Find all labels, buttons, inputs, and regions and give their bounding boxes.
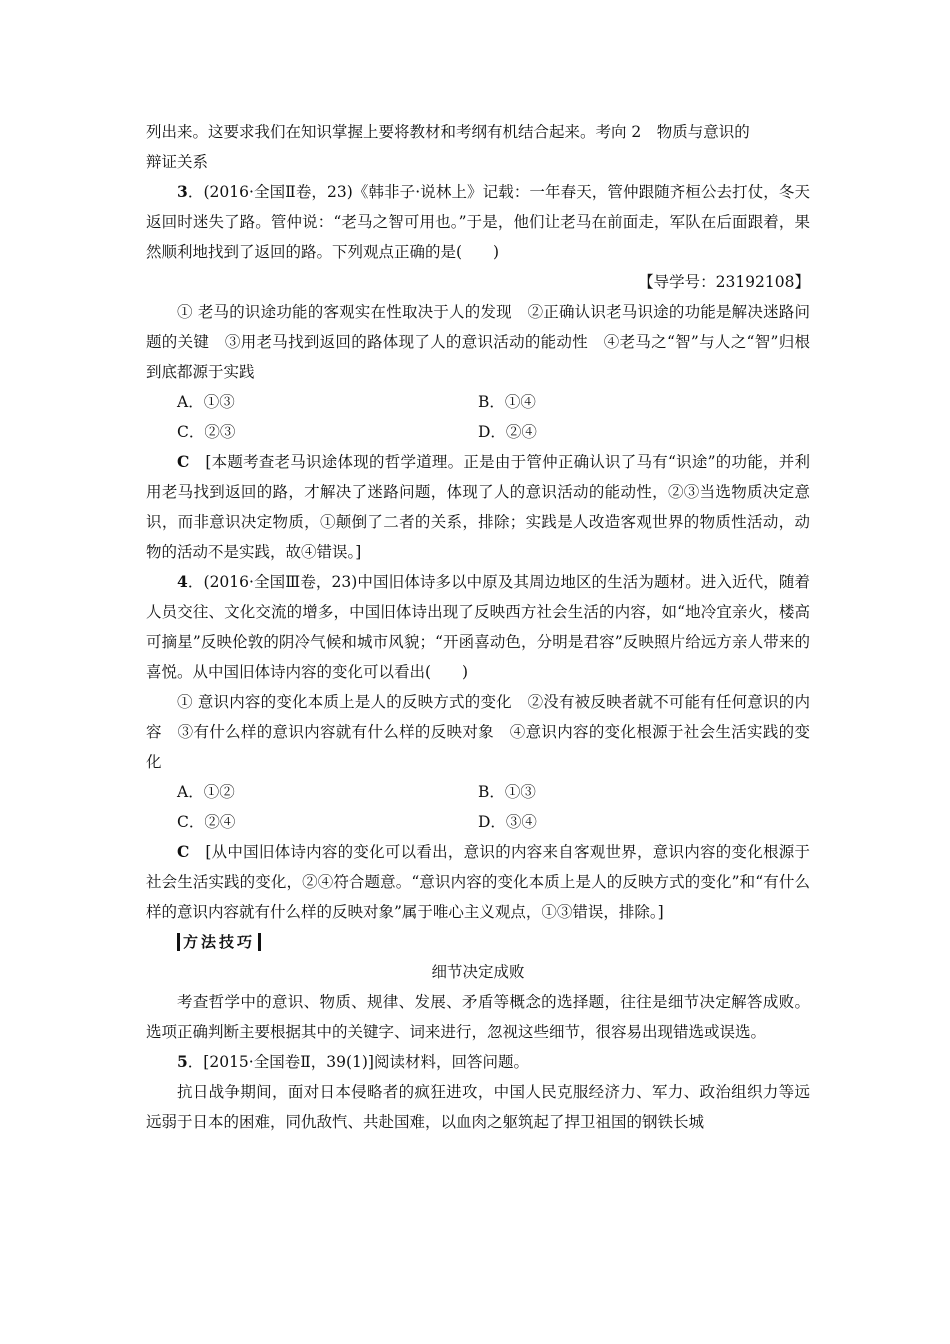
option-b: B．①③ [478,783,536,801]
option-d: D．③④ [478,813,537,831]
question-5-stem [146,1047,810,1077]
question-4-answer [146,837,810,927]
question-5-material: 抗日战争期间，面对日本侵略者的疯狂进攻，中国人民克服经济力、军力、政治组织力等远远弱于日本的困难，同仇敌忾、共赴国难，以血肉之躯筑起了捍卫祖国的钢铁长城 [146,1083,810,1131]
option-b: B．①④ [478,393,536,411]
question-4-options-row-2 [146,807,810,837]
question-4-text: ．(2016·全国Ⅲ卷，23)中国旧体诗多以中原及其周边地区的生活为题材。进入近代，随着人员交往、文化交流的增多，中国旧体诗出现了反映西方社会生活的内容，如“地冷宜亲火，楼高可摘星”反映伦敦的阴冷气候和城市风貌；“开函喜动色，分明是君容”反映照片给远方亲人带来的喜悦。从中国旧体诗内容的变化可以看出( ) [146,573,810,681]
question-4-statements: ① 意识内容的变化本质上是人的反映方式的变化 ②没有被反映者就不可能有任何意识的内容 ③有什么样的意识内容就有什么样的反映对象 ④意识内容的变化根源于社会生活实践的变化 [146,693,810,771]
option-a: A．①③ [177,393,235,411]
method-title: 细节决定成败 [431,963,525,981]
question-3-number: 3 [177,182,188,201]
option-c: C．②③ [177,423,236,441]
option-d: D．②④ [478,423,537,441]
option-a: A．①② [177,783,235,801]
question-3-answer [146,447,810,567]
question-3-guide-number: 【导学号：23192108】 [638,273,810,291]
question-3-options-row-1 [146,387,810,417]
method-body: 考查哲学中的意识、物质、规律、发展、矛盾等概念的选择题，往往是细节决定解答成败。选项正确判断主要根据其中的关键字、词来进行，忽视这些细节，很容易出现错选或误选。 [146,993,810,1041]
method-tag-row [146,927,810,957]
intro-line-2: 辩证关系 [146,153,209,171]
question-3-statements: ① 老马的识途功能的客观实在性取决于人的发现 ②正确认识老马识途的功能是解决迷路问题的关键 ③用老马找到返回的路体现了人的意识活动的能动性 ④老马之“智”与人之“智”归根到底都源于实践 [146,303,810,381]
option-c: C．②④ [177,813,236,831]
document-page [146,117,810,1137]
method-tag: 方法技巧 [177,933,261,951]
question-5-text: ．[2015·全国卷Ⅱ，39(1)]阅读材料，回答问题。 [187,1053,529,1071]
question-4-number: 4 [177,572,188,591]
question-3-answer-letter: C [177,452,190,471]
question-4-answer-letter: C [177,842,190,861]
intro-line-1: 列出来。这要求我们在知识掌握上要将教材和考纲有机结合起来。考向 2 物质与意识的 [146,123,750,141]
question-5-number: 5 [177,1052,188,1071]
question-4-stem [146,567,810,687]
question-4-explanation: [从中国旧体诗内容的变化可以看出，意识的内容来自客观世界，意识内容的变化根源于社会生活实践的变化，②④符合题意。“意识内容的变化本质上是人的反映方式的变化”和“有什么样的意识内容就有什么样的反映对象”属于唯心主义观点，①③错误，排除。] [146,843,810,921]
question-3-text: ．(2016·全国Ⅱ卷，23)《韩非子·说林上》记载：一年春天，管仲跟随齐桓公去打仗，冬天返回时迷失了路。管仲说：“老马之智可用也。”于是，他们让老马在前面走，军队在后面跟着，果然顺利地找到了返回的路。下列观点正确的是( ) [146,183,810,261]
question-3-explanation: [本题考查老马识途体现的哲学道理。正是由于管仲正确认识了马有“识途”的功能，并利用老马找到返回的路，才解决了迷路问题，体现了人的意识活动的能动性，②③当选物质决定意识，而非意识决定物质，①颠倒了二者的关系，排除；实践是人改造客观世界的物质性活动，动物的活动不是实践，故④错误。] [146,453,810,561]
question-4-options-row-1 [146,777,810,807]
question-3-stem [146,177,810,267]
question-3-options-row-2 [146,417,810,447]
